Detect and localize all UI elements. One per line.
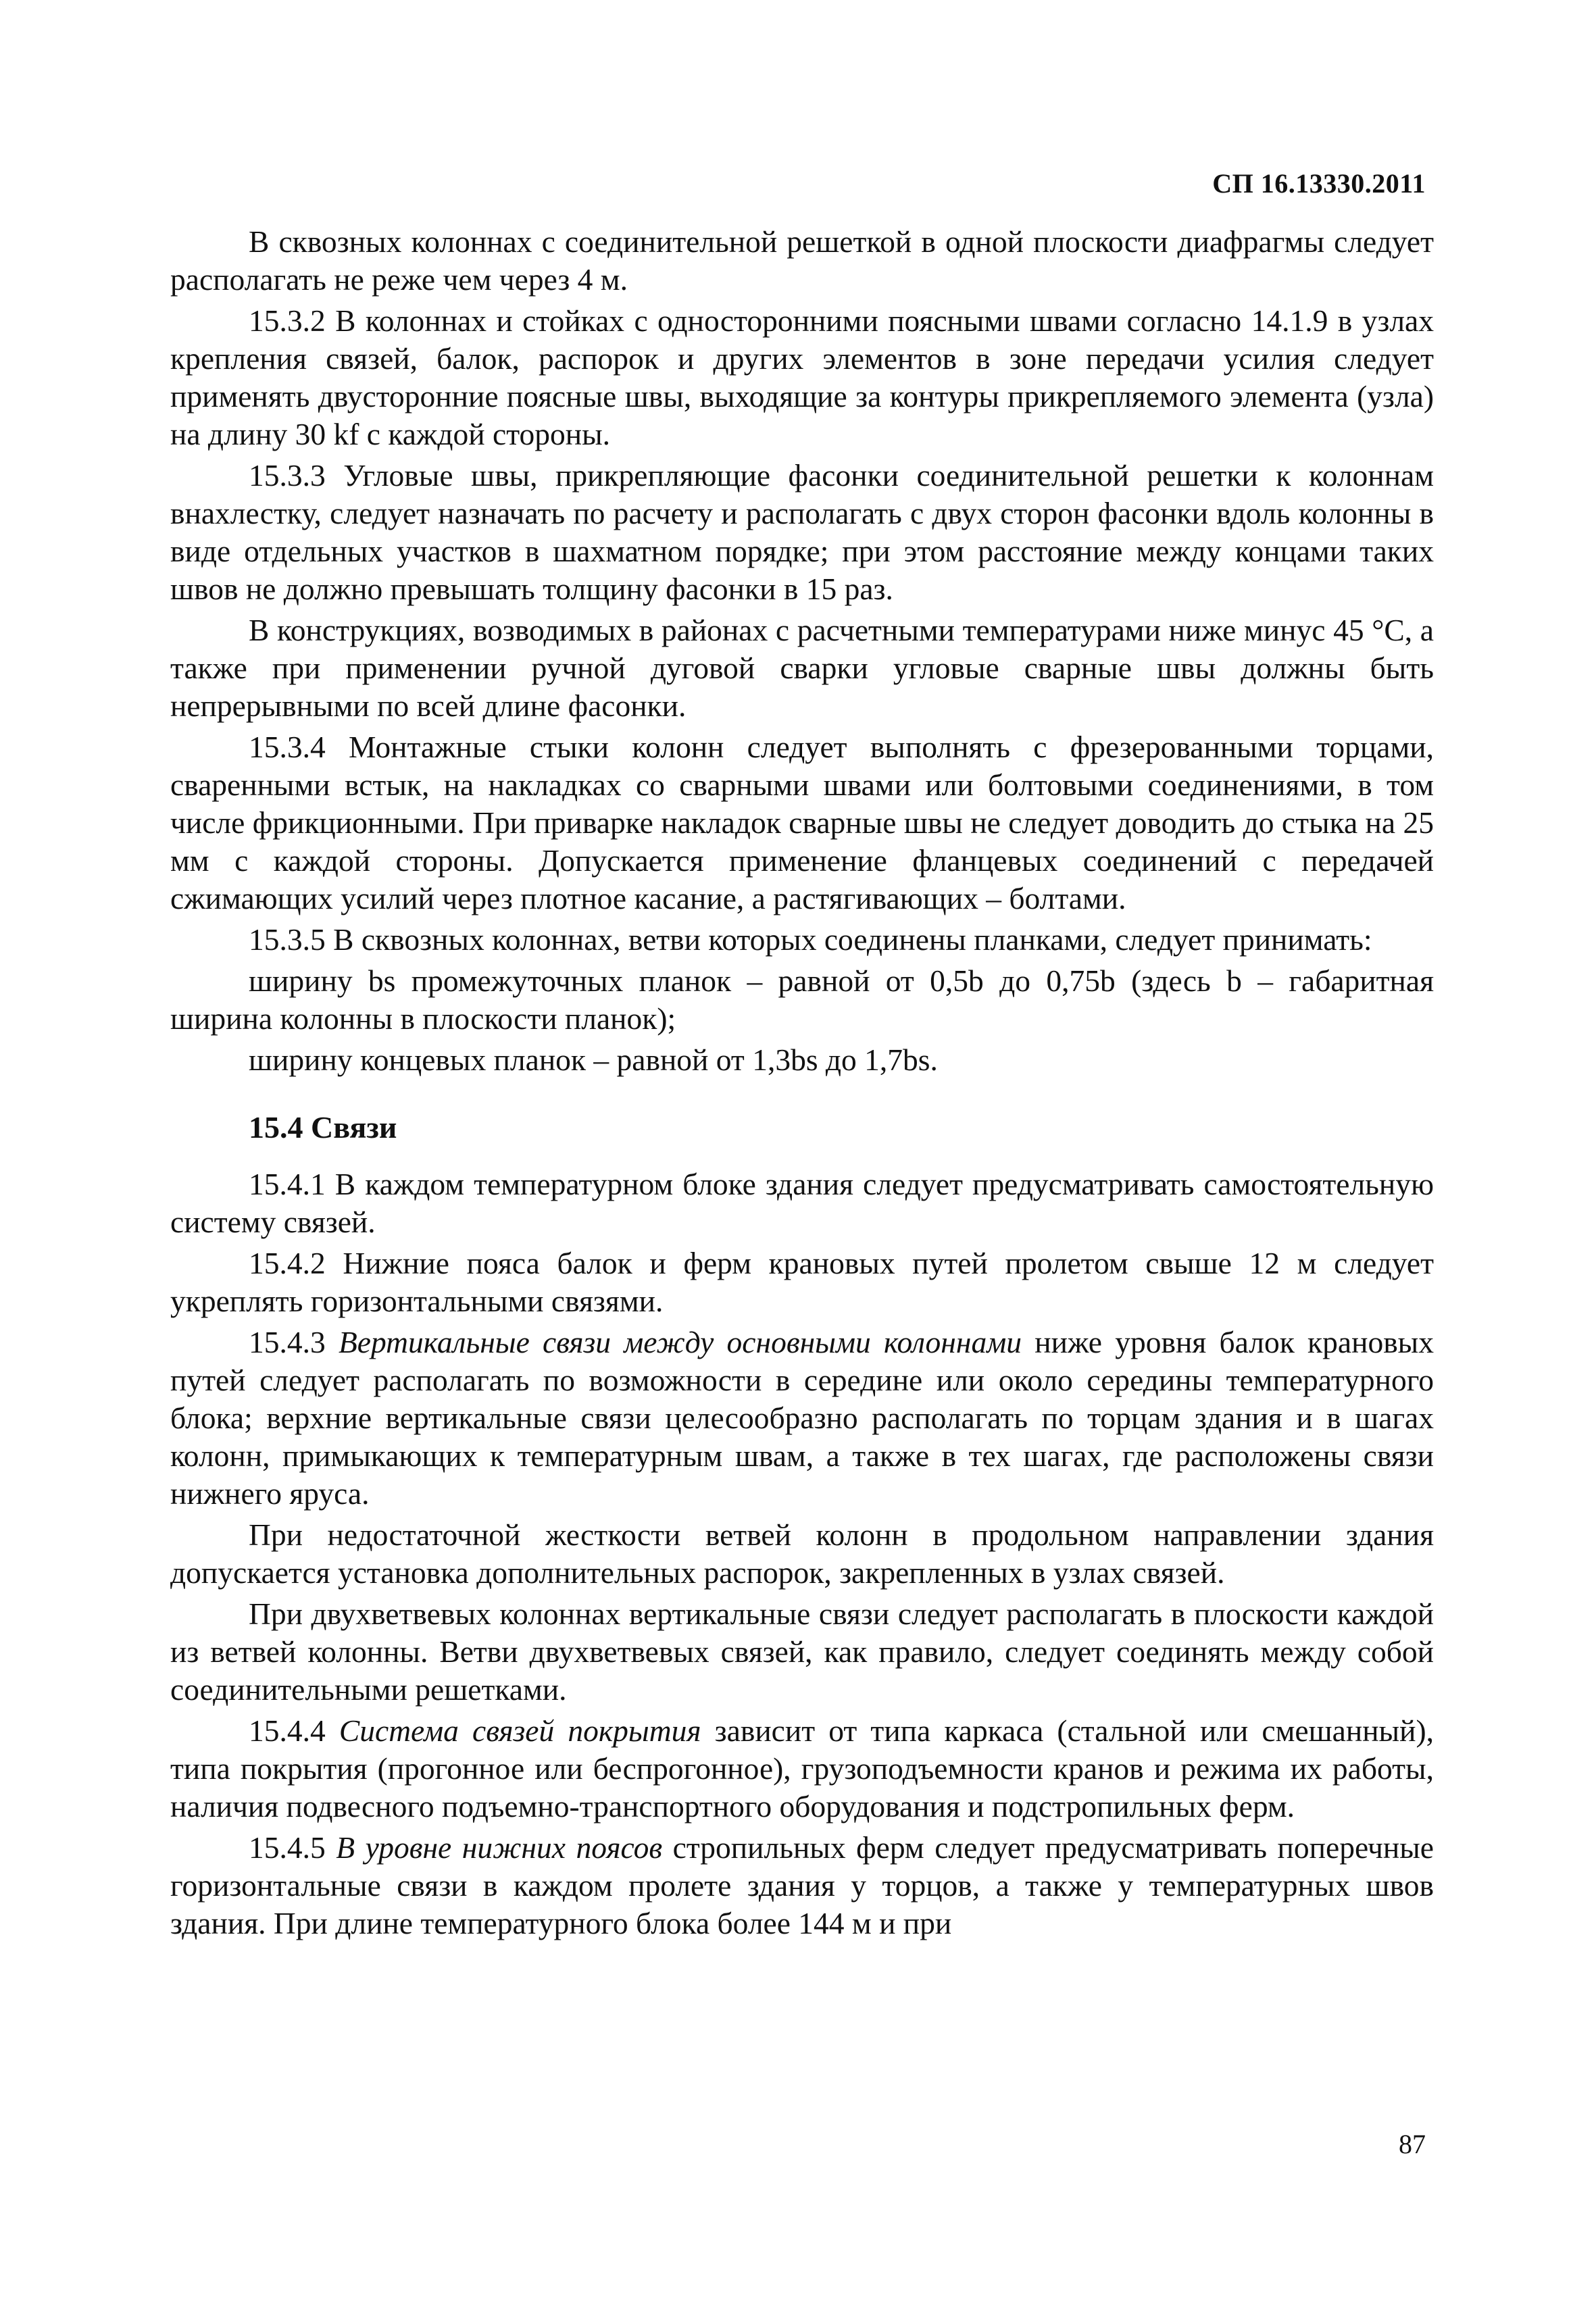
clause-number: 15.4.3: [249, 1325, 339, 1359]
clause-text: стропильных ферм следует предусматривать поперечные горизонтальные связи в каждом пролете здания у торцов, а также у температурных швов здания. При длине температурного блока более 144 м и при: [170, 1830, 1435, 1940]
paragraph: 15.4.2 Нижние пояса балок и ферм крановых путей пролетом свыше 12 м следует укреплять горизонтальными связями.: [170, 1246, 1434, 1318]
paragraph: [170, 1324, 1434, 1513]
paragraph: ширину bs промежуточных планок – равной от 0,5b до 0,75b (здесь b – габаритная ширина колонны в плоскости планок);: [170, 963, 1434, 1036]
paragraph: 15.4.1 В каждом температурном блоке здания следует предусматривать самостоятельную систему связей.: [170, 1167, 1434, 1239]
clause-number: 15.4.5: [249, 1830, 336, 1865]
paragraph: ширину концевых планок – равной от 1,3bs до 1,7bs.: [249, 1042, 938, 1077]
paragraph: В сквозных колоннах с соединительной решеткой в одной плоскости диафрагмы следует располагать не реже чем через 4 м.: [170, 224, 1434, 297]
document-code: СП 16.13330.2011: [1212, 168, 1426, 199]
paragraph: 15.3.2 В колоннах и стойках с односторонними поясными швами согласно 14.1.9 в узлах крепления связей, балок, распорок и других элементов в зоне передачи усилия следует применять двусторонние поясные швы, выходящие за контуры прикрепляемого элемента (узла) на длину 30 kf с каждой стороны.: [170, 303, 1434, 451]
italic-term: В уровне нижних поясов: [336, 1830, 663, 1865]
paragraph: [170, 1712, 1434, 1826]
paragraph: 15.3.4 Монтажные стыки колонн следует выполнять с фрезерованными торцами, сваренными встык, на накладках со сварными швами или болтовыми соединениями, в том числе фрикционными. При приварке накладок сварные швы не следует доводить до стыка на 25 мм с каждой стороны. Допускается применение фланцевых соединений с передачей сжимающих усилий через плотное касание, а растягивающих – болтами.: [170, 730, 1434, 915]
italic-term: Вертикальные связи между основными колоннами: [339, 1325, 1022, 1359]
clause-text: зависит от типа каркаса (стальной или смешанный), типа покрытия (прогонное или беспрогонное), грузоподъемности кранов и режима их работы, наличия подвесного подъемно-транспортного оборудования и подстропильных ферм.: [170, 1713, 1434, 1823]
paragraph: [170, 1829, 1434, 1942]
body-text: [170, 223, 1434, 1946]
paragraph: 15.3.5 В сквозных колоннах, ветви которых соединены планками, следует принимать:: [249, 922, 1372, 957]
paragraph: 15.3.3 Угловые швы, прикрепляющие фасонки соединительной решетки к колоннам внахлестку, следует назначать по расчету и располагать с двух сторон фасонки вдоль колонны в виде отдельных участков в шахматном порядке; при этом расстояние между концами таких швов не должно превышать толщину фасонки в 15 раз.: [170, 458, 1434, 606]
paragraph: При недостаточной жесткости ветвей колонн в продольном направлении здания допускается установка дополнительных распорок, закрепленных в узлах связей.: [170, 1517, 1434, 1590]
section-heading: 15.4 Связи: [249, 1110, 397, 1145]
paragraph: При двухветвевых колоннах вертикальные связи следует располагать в плоскости каждой из ветвей колонны. Ветви двухветвевых связей, как правило, следует соединять между собой соединительными решетками.: [170, 1596, 1434, 1707]
page-number: 87: [1399, 2129, 1426, 2159]
paragraph: В конструкциях, возводимых в районах с расчетными температурами ниже минус 45 °С, а также при применении ручной дуговой сварки угловые сварные швы должны быть непрерывными по всей длине фасонки.: [170, 613, 1434, 723]
italic-term: Система связей покрытия: [339, 1713, 701, 1748]
clause-number: 15.4.4: [249, 1713, 339, 1748]
clause-text: ниже уровня балок крановых путей следует располагать по возможности в середине или около середины температурного блока; верхние вертикальные связи целесообразно располагать по торцам здания и в шагах колонн, примыкающих к температурным швам, а также в тех шагах, где расположены связи нижнего яруса.: [170, 1325, 1434, 1511]
